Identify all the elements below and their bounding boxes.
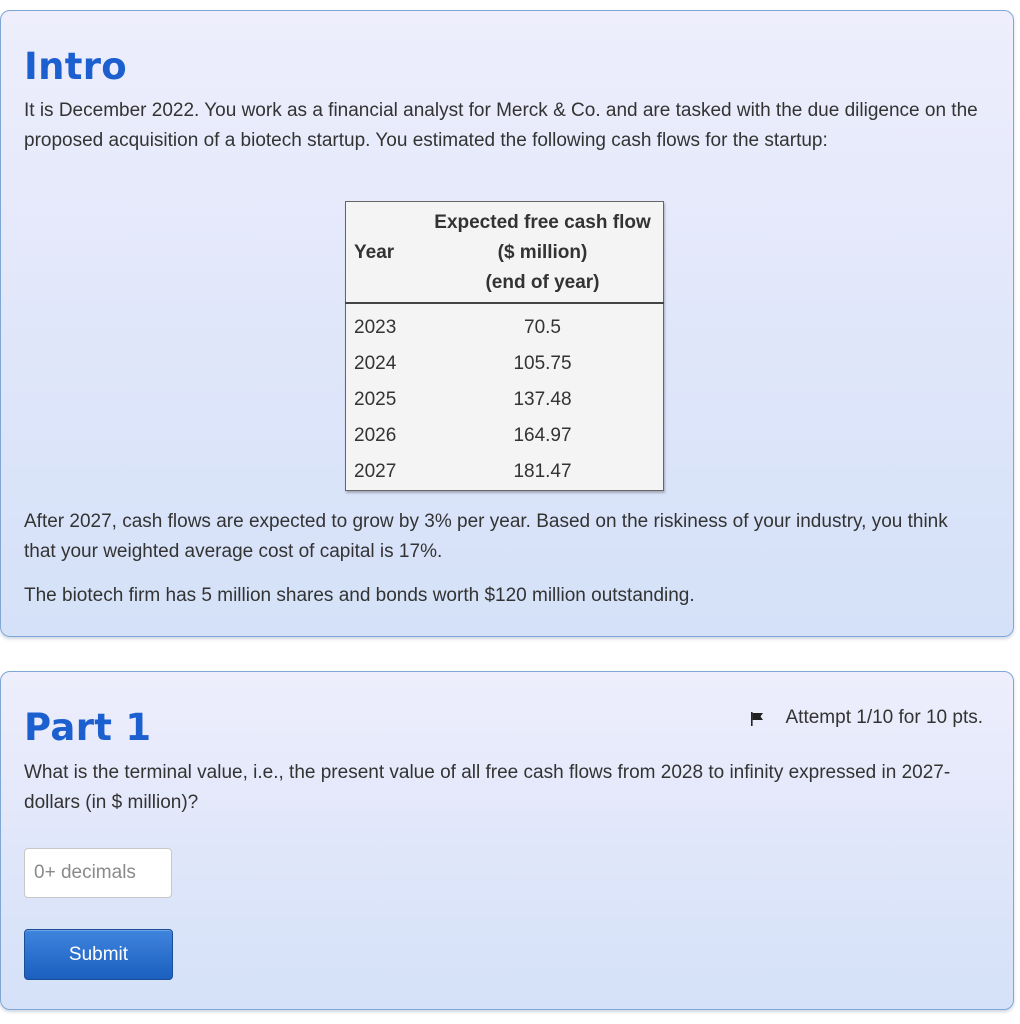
year-cell: 2026 [354, 425, 397, 446]
cash-flow-cell: 105.75 [513, 353, 572, 374]
intro-card [0, 10, 1014, 637]
intro-heading: Intro [24, 45, 127, 88]
part1-heading: Part 1 [24, 706, 152, 749]
cash-flow-column-header [422, 202, 664, 304]
year-cell: 2027 [354, 461, 397, 482]
growth-paragraph: After 2027, cash flows are expected to grow by 3% per year. Based on the riskiness of your industry, you think that your weighted average cost of capital is 17%. [24, 511, 948, 562]
year-cell: 2023 [354, 317, 397, 338]
year-column-header: Year [346, 202, 423, 304]
flag-icon [750, 710, 764, 724]
capital-structure-paragraph: The biotech firm has 5 million shares and bonds worth $120 million outstanding. [24, 585, 695, 606]
cash-flow-header-line2: ($ million) [497, 242, 588, 263]
part1-question: What is the terminal value, i.e., the present value of all free cash flows from 2028 to infinity expressed in 2027-dollars (in $ million)? [24, 762, 951, 813]
cash-flow-header-line1: Expected free cash flow [434, 212, 651, 233]
year-cell: 2024 [354, 353, 397, 374]
intro-paragraph: It is December 2022. You work as a financial analyst for Merck & Co. and are tasked with the due diligence on the proposed acquisition of a biotech startup. You estimated the following cash flows for the startup: [24, 100, 978, 151]
cash-flow-table [345, 201, 664, 491]
table-row [346, 303, 664, 346]
part1-card [0, 671, 1014, 1010]
table-row [346, 382, 664, 418]
year-cell: 2025 [354, 389, 397, 410]
cash-flow-cell: 70.5 [524, 317, 561, 338]
table-row [346, 346, 664, 382]
table-header-row [346, 202, 664, 304]
cash-flow-cell: 181.47 [513, 461, 572, 482]
table-row [346, 454, 664, 491]
answer-input[interactable] [24, 848, 172, 898]
attempt-text: Attempt 1/10 for 10 pts. [785, 707, 983, 728]
submit-button[interactable]: Submit [24, 929, 173, 980]
table-row [346, 418, 664, 454]
attempt-indicator [750, 707, 984, 729]
cash-flow-cell: 137.48 [513, 389, 572, 410]
cash-flow-header-line3: (end of year) [485, 272, 600, 293]
cash-flow-cell: 164.97 [513, 425, 572, 446]
